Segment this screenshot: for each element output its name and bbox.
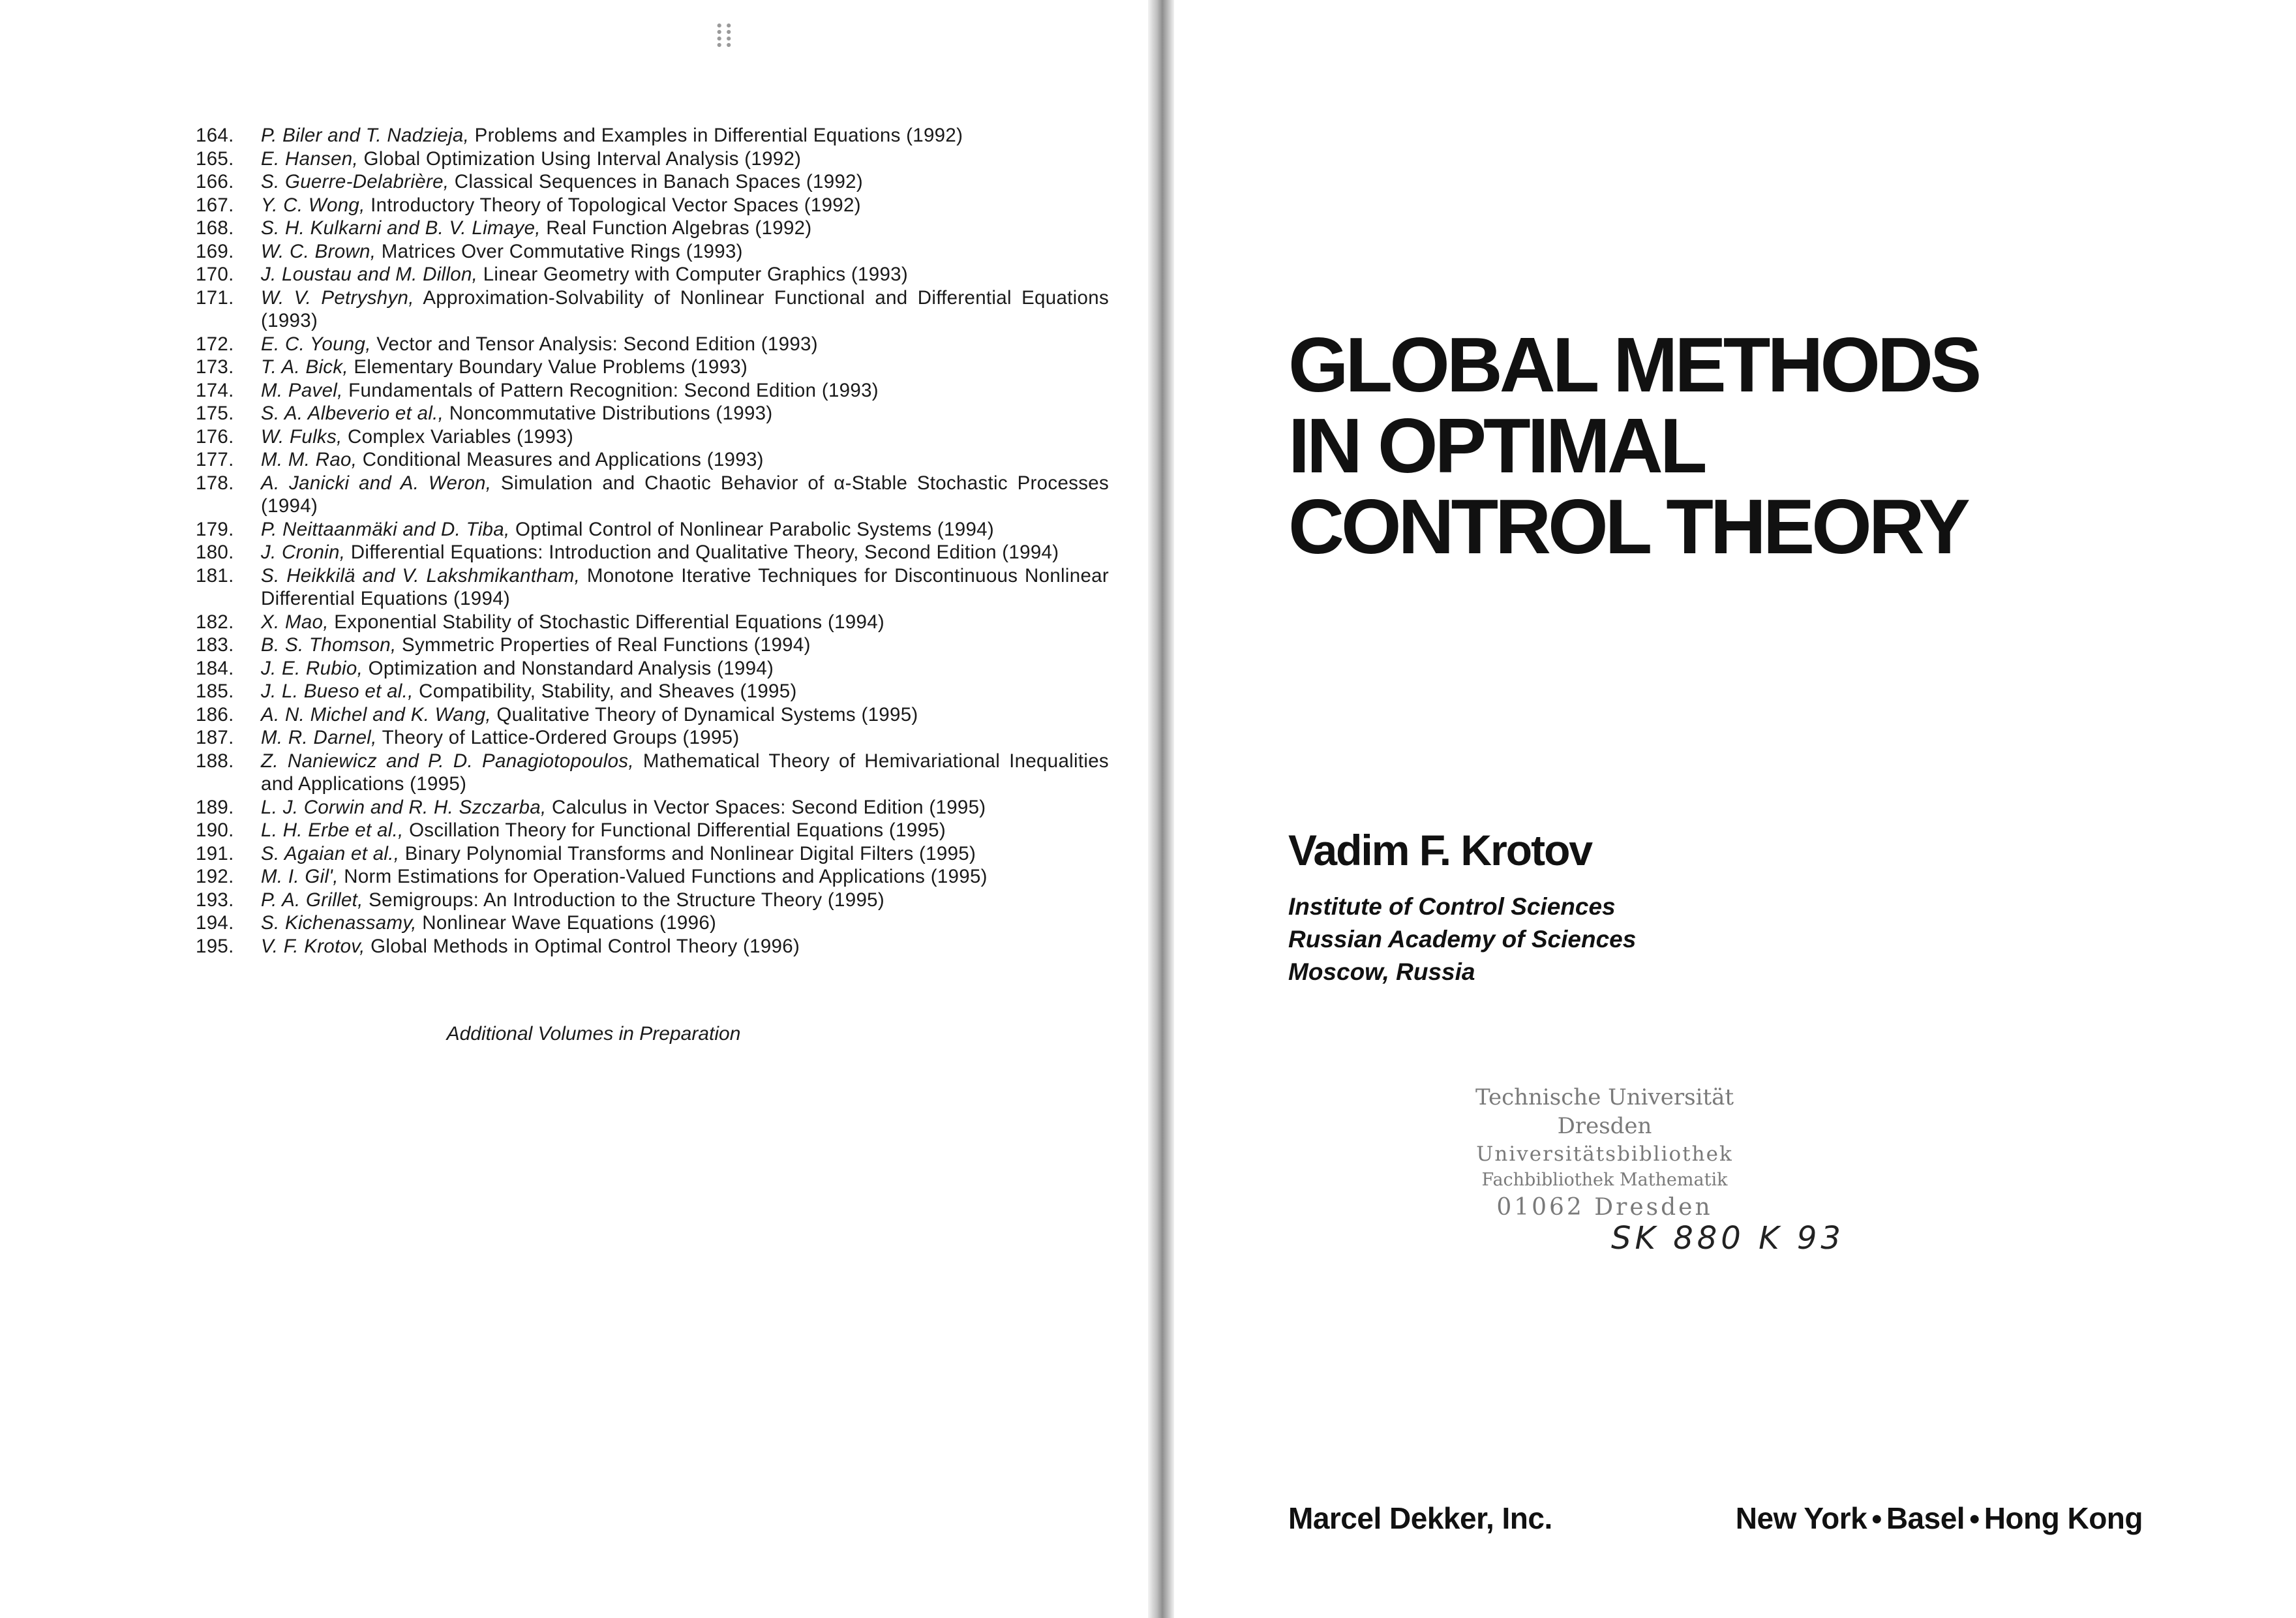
entry-number: 181. xyxy=(196,564,234,587)
book-title xyxy=(1288,322,1979,570)
entry-number: 174. xyxy=(196,379,234,401)
entry-authors: S. Agaian et al., xyxy=(261,842,400,864)
entry-authors: V. F. Krotov, xyxy=(261,935,365,957)
entry-title: Linear Geometry with Computer Graphics (1993) xyxy=(483,264,908,285)
entry-number: 190. xyxy=(196,819,234,841)
entry-text xyxy=(261,333,1109,356)
entry-title: Exponential Stability of Stochastic Differential Equations (1994) xyxy=(334,611,885,633)
entry-text xyxy=(261,680,1109,703)
entry-title: Complex Variables (1993) xyxy=(348,425,574,448)
entry-text xyxy=(261,147,1109,171)
entry-text xyxy=(261,911,1109,935)
entry-number: 192. xyxy=(196,866,234,887)
entry-text xyxy=(261,611,1109,634)
entry-authors: M. R. Darnel, xyxy=(261,727,377,748)
entry-authors: S. Guerre-Delabrière, xyxy=(261,171,449,192)
entry-number: 172. xyxy=(196,333,234,355)
entry-text xyxy=(261,633,1109,657)
entry-number: 167. xyxy=(196,194,234,216)
series-list xyxy=(196,124,1109,958)
entry-text xyxy=(261,541,1109,564)
entry-text xyxy=(261,564,1109,611)
entry-title: Global Methods in Optimal Control Theory (1996) xyxy=(370,935,800,957)
author-name: Vadim F. Krotov xyxy=(1288,826,1592,874)
entry-authors: E. Hansen, xyxy=(261,147,358,170)
entry-title: Simulation and Chaotic Behavior of α-Stable Stochastic Processes (1994) xyxy=(261,472,1110,517)
bullet-separator-icon: ● xyxy=(1871,1508,1882,1529)
entry-title: Nonlinear Wave Equations (1996) xyxy=(422,912,717,934)
entry-authors: P. A. Grillet, xyxy=(261,889,363,911)
entry-title: Elementary Boundary Value Problems (1993) xyxy=(354,356,748,378)
entry-title: Problems and Examples in Differential Equations (1992) xyxy=(474,125,963,146)
entry-authors: B. S. Thomson, xyxy=(261,634,397,656)
series-entry xyxy=(196,889,1109,912)
entry-authors: S. Kichenassamy, xyxy=(261,912,417,934)
entry-title: Symmetric Properties of Real Functions (1994) xyxy=(402,634,811,656)
entry-text xyxy=(261,402,1109,425)
entry-authors: J. L. Bueso et al., xyxy=(261,680,414,702)
series-entry xyxy=(196,541,1109,564)
entry-text xyxy=(261,657,1109,680)
entry-number: 179. xyxy=(196,518,234,540)
entry-authors: A. N. Michel and K. Wang, xyxy=(261,703,491,725)
entry-number: 188. xyxy=(196,750,234,772)
title-page xyxy=(1174,0,2296,1618)
affiliation-line: Russian Academy of Sciences xyxy=(1288,926,1637,953)
entry-authors: A. Janicki and A. Weron, xyxy=(261,472,492,494)
entry-number: 187. xyxy=(196,727,234,748)
entry-authors: W. C. Brown, xyxy=(261,240,376,262)
entry-authors: M. I. Gil', xyxy=(261,866,339,887)
series-entry xyxy=(196,124,1109,147)
publisher-name: Marcel Dekker, Inc. xyxy=(1288,1501,1552,1535)
series-entry xyxy=(196,633,1109,657)
publisher-places xyxy=(1736,1501,2143,1536)
entry-authors: S. A. Albeverio et al., xyxy=(261,403,444,424)
entry-text xyxy=(261,865,1109,889)
entry-authors: J. E. Rubio, xyxy=(261,657,363,679)
stamp-line: 01062 Dresden xyxy=(1496,1194,1713,1221)
entry-authors: E. C. Young, xyxy=(261,333,371,355)
book-gutter xyxy=(1148,0,1174,1618)
entry-title: Compatibility, Stability, and Sheaves (1995) xyxy=(419,680,797,702)
entry-authors: M. Pavel, xyxy=(261,379,343,401)
stamp-line: Fachbibliothek Mathematik xyxy=(1481,1170,1728,1190)
entry-authors: J. Cronin, xyxy=(261,542,346,563)
entry-authors: P. Biler and T. Nadzieja, xyxy=(261,125,470,146)
stamp-line: Universitätsbibliothek xyxy=(1476,1142,1733,1166)
entry-number: 177. xyxy=(196,449,234,470)
entry-authors: X. Mao, xyxy=(261,611,329,633)
entry-authors: W. V. Petryshyn, xyxy=(261,286,414,309)
author-affiliation xyxy=(1288,891,1636,988)
binding-mark: ⁞⁞ xyxy=(714,16,734,55)
entry-title: Calculus in Vector Spaces: Second Edition (1995) xyxy=(552,796,986,818)
entry-text xyxy=(261,240,1109,264)
entry-text xyxy=(261,124,1109,147)
entry-text xyxy=(261,263,1109,286)
entry-text xyxy=(261,356,1109,379)
entry-text xyxy=(261,750,1109,796)
affiliation-line: Institute of Control Sciences xyxy=(1288,893,1616,920)
entry-text xyxy=(261,842,1109,866)
series-entry xyxy=(196,402,1109,425)
series-entry xyxy=(196,333,1109,356)
entry-text xyxy=(261,194,1109,217)
entry-title: Classical Sequences in Banach Spaces (1992) xyxy=(454,171,864,192)
series-entry xyxy=(196,819,1109,842)
entry-title: Global Optimization Using Interval Analysis (1992) xyxy=(363,147,802,170)
entry-number: 184. xyxy=(196,657,234,679)
entry-number: 165. xyxy=(196,147,234,170)
entry-authors: L. H. Erbe et al., xyxy=(261,819,404,841)
entry-number: 175. xyxy=(196,403,234,424)
entry-authors: L. J. Corwin and R. H. Szczarba, xyxy=(261,796,547,818)
series-entry xyxy=(196,472,1109,518)
entry-title: Oscillation Theory for Functional Differential Equations (1995) xyxy=(409,819,946,841)
entry-title: Conditional Measures and Applications (1993) xyxy=(362,449,764,470)
title-line: CONTROL THEORY xyxy=(1288,483,1967,570)
entry-text xyxy=(261,935,1109,958)
bullet-separator-icon: ● xyxy=(1969,1508,1980,1529)
entry-title: Optimal Control of Nonlinear Parabolic Systems (1994) xyxy=(515,518,995,540)
series-entry xyxy=(196,935,1109,958)
entry-text xyxy=(261,448,1109,472)
series-entry xyxy=(196,611,1109,634)
entry-authors: J. Loustau and M. Dillon, xyxy=(261,264,478,285)
library-stamp xyxy=(1468,1083,1742,1223)
entry-authors: P. Neittaanmäki and D. Tiba, xyxy=(261,518,510,540)
series-entry xyxy=(196,680,1109,703)
affiliation-line: Moscow, Russia xyxy=(1288,958,1475,985)
entry-text xyxy=(261,796,1109,819)
entry-number: 169. xyxy=(196,240,234,262)
place-name: Hong Kong xyxy=(1984,1501,2143,1535)
entry-number: 166. xyxy=(196,171,234,192)
series-entry xyxy=(196,865,1109,889)
series-entry xyxy=(196,564,1109,611)
entry-title: Real Function Algebras (1992) xyxy=(546,217,812,239)
title-line: GLOBAL METHODS xyxy=(1288,322,1979,408)
entry-title: Mathematical Theory of Hemivariational Inequalities and Applications (1995) xyxy=(261,750,1109,795)
series-entry xyxy=(196,911,1109,935)
entry-text xyxy=(261,703,1109,727)
series-entry xyxy=(196,379,1109,403)
entry-title: Binary Polynomial Transforms and Nonlinear Digital Filters (1995) xyxy=(404,842,976,864)
series-entry xyxy=(196,448,1109,472)
entry-number: 168. xyxy=(196,217,234,239)
entry-authors: S. H. Kulkarni and B. V. Limaye, xyxy=(261,217,541,239)
entry-text xyxy=(261,170,1109,194)
entry-title: Norm Estimations for Operation-Valued Functions and Applications (1995) xyxy=(344,866,988,887)
series-entry xyxy=(196,726,1109,750)
series-entry xyxy=(196,750,1109,796)
entry-text xyxy=(261,472,1109,518)
series-entry xyxy=(196,842,1109,866)
entry-text xyxy=(261,217,1109,240)
series-entry xyxy=(196,240,1109,264)
title-line: IN OPTIMAL xyxy=(1288,403,1704,489)
entry-number: 189. xyxy=(196,796,234,818)
entry-number: 180. xyxy=(196,542,234,563)
entry-title: Monotone Iterative Techniques for Discontinuous Nonlinear Differential Equations (1994) xyxy=(261,564,1109,609)
entry-title: Qualitative Theory of Dynamical Systems (1995) xyxy=(496,703,918,725)
series-entry xyxy=(196,703,1109,727)
series-entry xyxy=(196,170,1109,194)
entry-authors: Y. C. Wong, xyxy=(261,194,365,216)
entry-text xyxy=(261,286,1109,333)
series-entry xyxy=(196,286,1109,333)
entry-title: Fundamentals of Pattern Recognition: Second Edition (1993) xyxy=(348,379,879,401)
entry-authors: T. A. Bick, xyxy=(261,356,348,378)
entry-title: Semigroups: An Introduction to the Structure Theory (1995) xyxy=(369,889,885,911)
stamp-line: Technische Universität Dresden xyxy=(1475,1084,1734,1139)
entry-text xyxy=(261,379,1109,403)
entry-title: Noncommutative Distributions (1993) xyxy=(449,403,773,424)
entry-number: 176. xyxy=(196,425,234,448)
entry-authors: S. Heikkilä and V. Lakshmikantham, xyxy=(261,564,581,587)
entry-authors: M. M. Rao, xyxy=(261,449,357,470)
entry-number: 182. xyxy=(196,611,234,633)
entry-title: Approximation-Solvability of Nonlinear Functional and Differential Equations (1993) xyxy=(261,286,1109,331)
series-entry xyxy=(196,356,1109,379)
series-entry xyxy=(196,425,1109,449)
series-entry xyxy=(196,796,1109,819)
series-entry xyxy=(196,657,1109,680)
entry-number: 195. xyxy=(196,935,234,957)
place-name: Basel xyxy=(1886,1501,1965,1535)
entry-number: 171. xyxy=(196,286,234,309)
place-name: New York xyxy=(1735,1501,1867,1535)
entry-title: Theory of Lattice-Ordered Groups (1995) xyxy=(382,727,740,748)
entry-number: 191. xyxy=(196,842,234,864)
entry-number: 164. xyxy=(196,125,234,146)
entry-title: Matrices Over Commutative Rings (1993) xyxy=(381,240,743,262)
series-entry xyxy=(196,217,1109,240)
entry-number: 178. xyxy=(196,472,234,494)
handwritten-shelfmark: SK 880 K 93 xyxy=(1611,1220,1845,1257)
entry-title: Introductory Theory of Topological Vector Spaces (1992) xyxy=(370,194,861,216)
series-entry xyxy=(196,147,1109,171)
entry-number: 193. xyxy=(196,889,234,911)
entry-text xyxy=(261,889,1109,912)
series-entry xyxy=(196,518,1109,542)
entry-title: Optimization and Nonstandard Analysis (1994) xyxy=(368,657,774,679)
entry-text xyxy=(261,819,1109,842)
entry-number: 183. xyxy=(196,634,234,656)
entry-number: 173. xyxy=(196,356,234,378)
entry-text xyxy=(261,425,1109,449)
entry-number: 185. xyxy=(196,680,234,702)
entry-text xyxy=(261,518,1109,542)
entry-authors: Z. Naniewicz and P. D. Panagiotopoulos, xyxy=(261,750,634,772)
series-entry xyxy=(196,263,1109,286)
entry-number: 186. xyxy=(196,703,234,725)
entry-title: Differential Equations: Introduction and Qualitative Theory, Second Edition (1994) xyxy=(350,542,1059,563)
entry-title: Vector and Tensor Analysis: Second Edition (1993) xyxy=(376,333,818,355)
entry-number: 194. xyxy=(196,912,234,934)
series-entry xyxy=(196,194,1109,217)
entry-authors: W. Fulks, xyxy=(261,425,342,448)
entry-text xyxy=(261,726,1109,750)
entry-number: 170. xyxy=(196,264,234,285)
additional-volumes-note: Additional Volumes in Preparation xyxy=(446,1023,741,1045)
